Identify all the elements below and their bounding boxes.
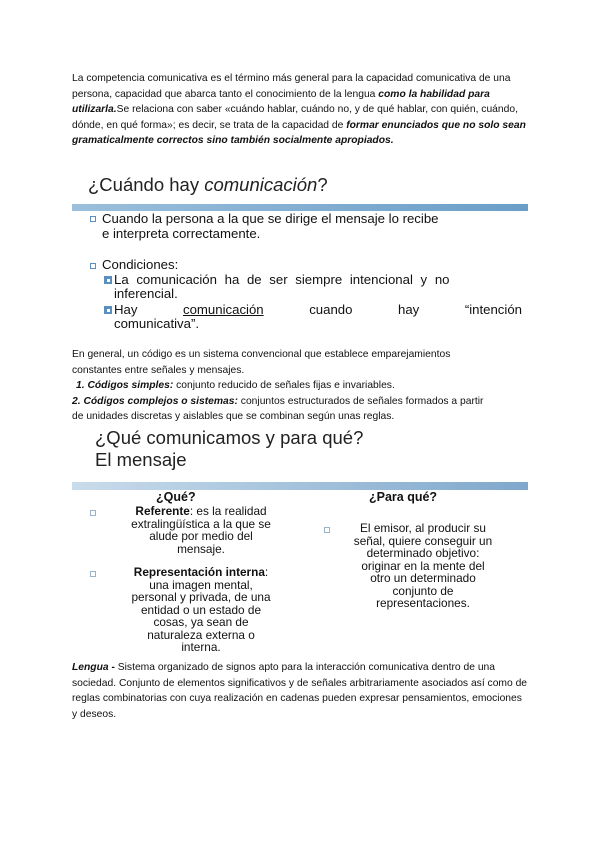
intro-text-2: Se relaciona con saber «cuándo hablar, cuándo no, y de qué hablar, con quién, cuándo, dónde, en qué forma»; es decir, se trata de la capacidad de bbox=[72, 104, 518, 131]
square-bullet-icon bbox=[90, 263, 96, 269]
slide1-sub1-line1: La comunicación ha de ser siempre intencional y no bbox=[114, 272, 450, 287]
lengua-text: Sistema organizado de signos apto para la interacción comunicativa dentro de una sociedad. Conjunto de elementos significativos y de señales arbitrariamente asociados así como de reglas combinatorias con cuya realización en cadenas pueden expresar pensamientos, emociones y deseos. bbox=[72, 662, 528, 720]
slide1-conditions: Condiciones: bbox=[102, 257, 179, 272]
codes-intro-line2: constantes entre señales y mensajes. bbox=[72, 364, 245, 376]
codes-item-2-line2: de unidades discretas y aislables que se combinan según unas reglas. bbox=[72, 411, 395, 423]
square-bullet-icon bbox=[90, 510, 96, 516]
filled-square-bullet-icon bbox=[104, 276, 112, 284]
lengua-paragraph: Lengua - Sistema organizado de signos apto para la interacción comunicativa dentro de una sociedad. Conjunto de elementos significativos y de señales arbitrariamente asociados así como de reglas combinatorias con cuya realización en cadenas pueden expresar pensamientos, emociones y deseos. bbox=[72, 662, 528, 720]
slide1-sub2-line1: Hay comunicación cuando hay “intención bbox=[114, 302, 522, 317]
slide1-sub2-line2: comunicativa”. bbox=[114, 316, 200, 331]
intro-paragraph bbox=[72, 71, 528, 149]
slide1-title-bar bbox=[72, 204, 528, 211]
slide1-sub1-line2: inferencial. bbox=[114, 286, 178, 301]
slide2-right-heading: ¿Para qué? bbox=[369, 490, 438, 504]
slide2-title-bar bbox=[72, 482, 528, 490]
slide-cuando-hay-comunicacion bbox=[72, 170, 528, 334]
slide2-title: ¿Qué comunicamos y para qué? El mensaje bbox=[95, 427, 364, 470]
slide2-representacion: Representación interna: una imagen mental, personal y privada, de una entidad o un estado de cosas, ya sean de naturaleza externa o interna. bbox=[131, 565, 271, 654]
slide2-left-heading: ¿Qué? bbox=[156, 490, 196, 504]
square-bullet-icon bbox=[90, 571, 96, 577]
slide2-para-que: El emisor, al producir su señal, quiere conseguir un determinado objetivo: originar en la mente del otro un determinado conjunto de representaciones. bbox=[353, 521, 493, 610]
intro-text-1: La competencia comunicativa es el término más general para la capacidad comunicativa de una persona, capacidad que abarca tanto el conocimiento de la lengua bbox=[72, 73, 511, 100]
codes-intro-line1: En general, un código es un sistema convencional que establece emparejamientos bbox=[72, 349, 451, 360]
codes-item-1: 1. Códigos simples: conjunto reducido de señales fijas e invariables. bbox=[76, 380, 395, 392]
slide1-bullet1-line2: e interpreta correctamente. bbox=[102, 226, 261, 241]
codes-paragraph bbox=[72, 347, 528, 425]
slide1-title: ¿Cuándo hay comunicación? bbox=[88, 174, 328, 195]
intro-bold-2: formar enunciados que no solo sean gramaticalmente correctos sino también socialmente apropiados. bbox=[72, 119, 526, 147]
slide-que-comunicamos bbox=[72, 423, 528, 654]
filled-square-bullet-icon bbox=[104, 306, 112, 314]
slide1-bullet1-line1: Cuando la persona a la que se dirige el mensaje lo recibe bbox=[102, 211, 439, 226]
intro-bold-1: como la habilidad para utilizarla. bbox=[72, 88, 490, 116]
square-bullet-icon bbox=[90, 216, 96, 222]
codes-item-2: 2. Códigos complejos o sistemas: conjuntos estructurados de señales formados a partir bbox=[72, 395, 484, 407]
slide2-referente: Referente: es la realidad extralingüística a la que se alude por medio del mensaje. bbox=[131, 504, 271, 556]
lengua-label: Lengua bbox=[72, 662, 109, 673]
